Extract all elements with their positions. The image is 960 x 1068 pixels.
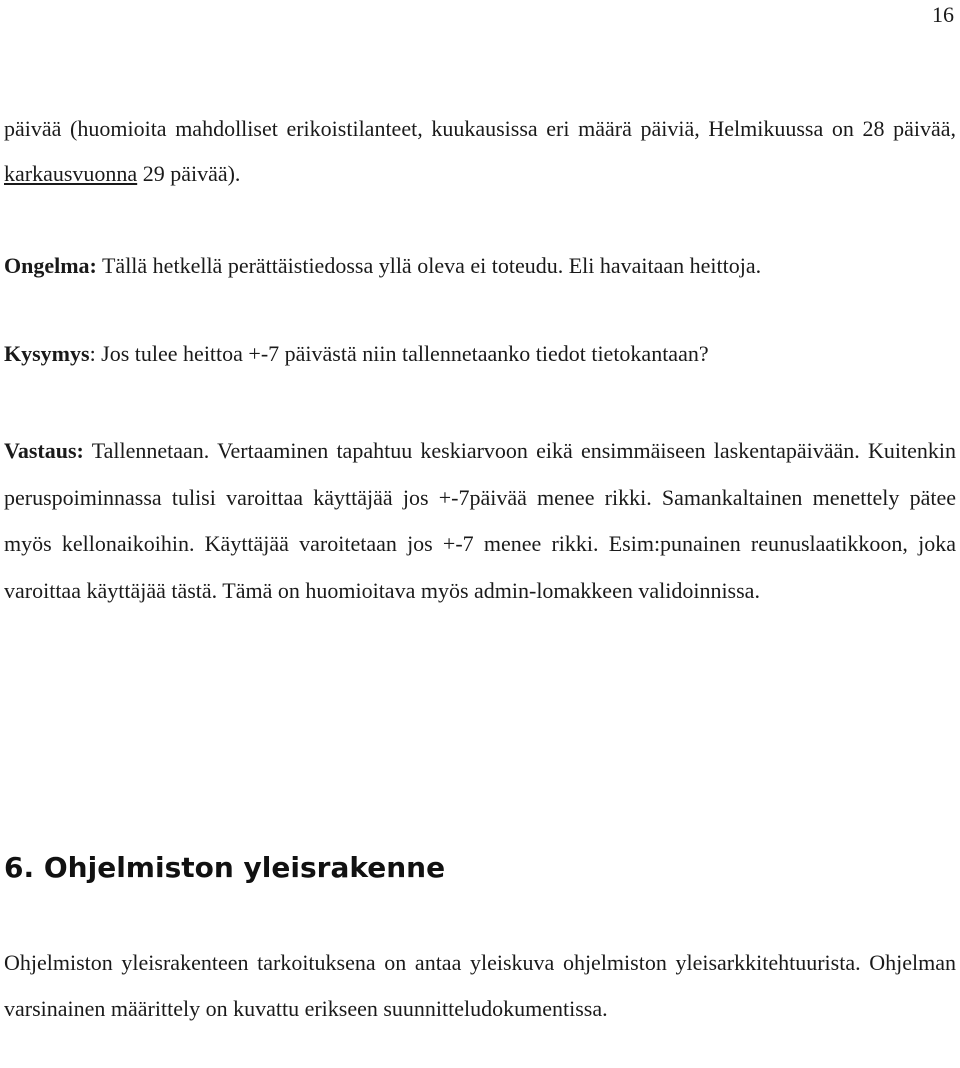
section-heading: 6. Ohjelmiston yleisrakenne	[4, 851, 446, 884]
paragraph-days-note	[4, 106, 956, 196]
overview-text: Ohjelmiston yleisrakenteen tarkoituksena on antaa yleiskuva ohjelmiston yleisarkkitehtuurista. Ohjelman varsinainen määrittely on kuvattu erikseen suunnitteludokumentissa.	[4, 950, 956, 1021]
question-text: : Jos tulee heittoa +-7 päivästä niin tallennetaanko tiedot tietokantaan?	[89, 341, 709, 366]
paragraph-question	[4, 334, 956, 374]
question-label: Kysymys	[4, 341, 90, 366]
answer-label: Vastaus:	[4, 438, 84, 463]
problem-label: Ongelma:	[4, 253, 97, 278]
answer-text: Tallennetaan. Vertaaminen tapahtuu keskiarvoon eikä ensimmäiseen laskentapäivään. Kuitenkin peruspoiminnassa tulisi varoittaa käyttäjää jos +-7päivää menee rikki. Samankaltainen menettely pätee myös kellonaikoihin. Käyttäjää varoitetaan jos +-7 menee rikki. Esim:punainen reunuslaatikkoon, joka varoittaa käyttäjää tästä. Tämä on huomioitava myös admin-lomakkeen validoinnissa.	[4, 438, 956, 603]
paragraph-answer	[4, 428, 956, 614]
page-number: 16	[932, 2, 954, 27]
paragraph-days-text-end: 29 päivää).	[137, 161, 241, 186]
paragraph-overview	[4, 940, 956, 1031]
underlined-word-karkausvuonna: karkausvuonna	[4, 161, 138, 186]
problem-text: Tällä hetkellä perättäistiedossa yllä oleva ei toteudu. Eli havaitaan heittoja.	[96, 253, 762, 278]
paragraph-problem	[4, 246, 956, 286]
paragraph-days-text-start: päivää (huomioita mahdolliset erikoistilanteet, kuukausissa eri määrä päiviä, Helmikuussa on 28 päivää,	[4, 116, 956, 141]
